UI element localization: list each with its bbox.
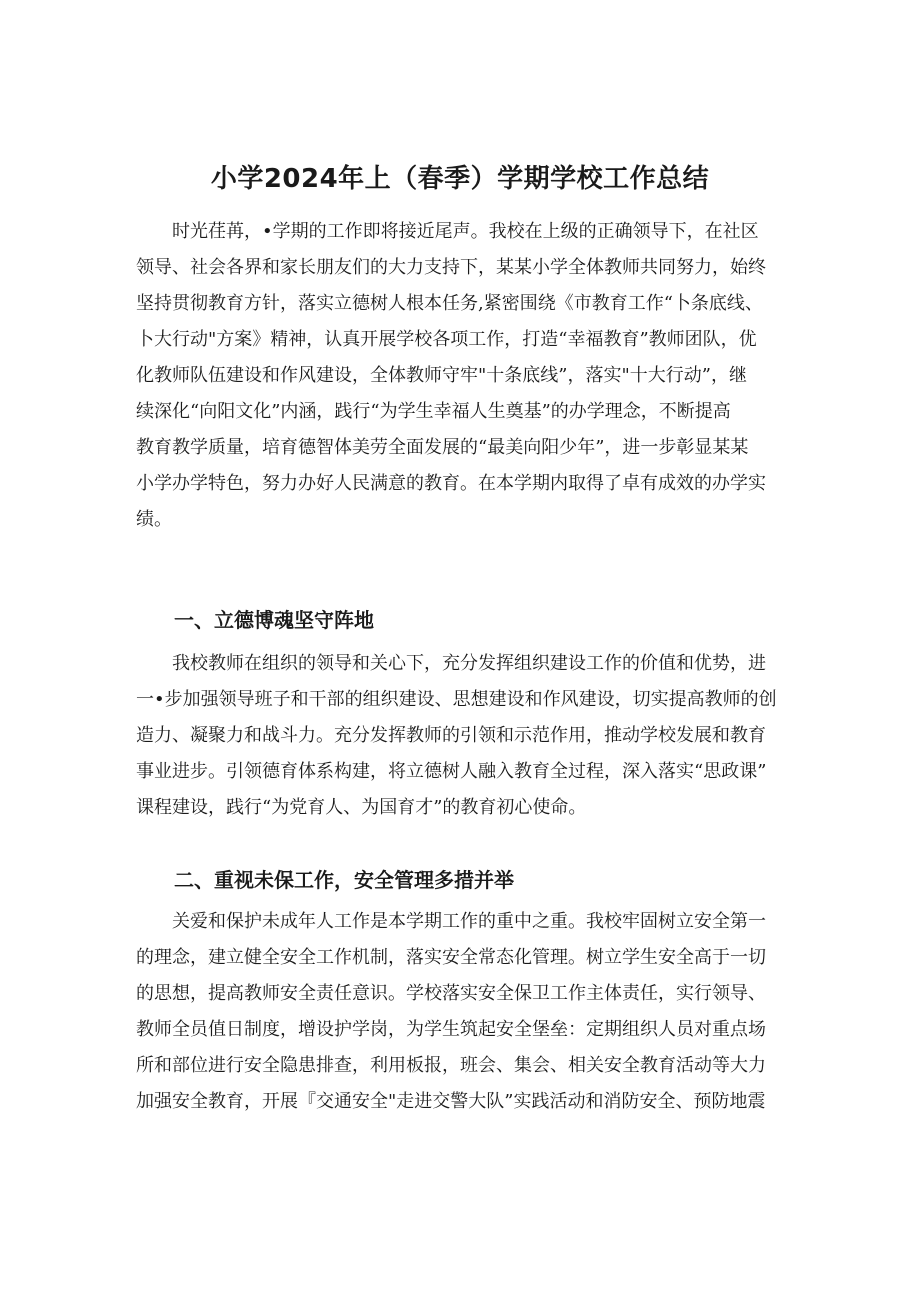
text-line: 教育教学质量，培育德智体美劳全面发展的“最美向阳少年”，进一步彰显某某 — [136, 437, 749, 458]
section-heading: 一、立德博魂坚守阵地 — [174, 608, 374, 632]
section-paragraph — [136, 646, 796, 826]
text-line: 一•步加强领导班子和干部的组织建设、思想建设和作风建设，切实提高教师的创 — [136, 689, 777, 710]
text-line: 教师全员值日制度，增设护学岗，为学生筑起安全堡垒：定期组织人员对重点场 — [136, 1019, 766, 1040]
text-line: 绩。 — [136, 509, 172, 530]
section-heading: 二、重视未保工作，安全管理多措并举 — [174, 868, 514, 892]
text-line: 化教师队伍建设和作风建设，全体教师守牢"十条底线”，落实"十大行动”，继 — [136, 365, 747, 386]
section-paragraph — [136, 904, 796, 1120]
text-line: 卜大行动"方案》精神，认真开展学校各项工作，打造“幸福教育”教师团队，优 — [136, 329, 757, 350]
text-line: 关爱和保护未成年人工作是本学期工作的重中之重。我校牢固树立安全第一 — [172, 911, 766, 932]
text-line: 时光荏苒，•学期的工作即将接近尾声。我校在上级的正确领导下，在社区 — [172, 221, 759, 242]
text-line: 小学办学特色，努力办好人民满意的教育。在本学期内取得了卓有成效的办学实 — [136, 473, 766, 494]
text-line: 加强安全教育，开展『交通安全"走进交警大队”实践活动和消防安全、预防地震 — [136, 1091, 766, 1112]
text-line: 所和部位进行安全隐患排查，利用板报，班会、集会、相关安全教育活动等大力 — [136, 1055, 766, 1076]
text-line: 续深化“向阳文化”内涵，践行“为学生幸福人生奠基”的办学理念，不断提高 — [136, 401, 731, 422]
document-title: 小学2024年上（春季）学期学校工作总结 — [210, 164, 710, 195]
text-line: 事业进步。引领德育体系构建，将立德树人融入教育全过程，深入落实“思政课” — [136, 761, 767, 782]
text-line: 造力、凝聚力和战斗力。充分发挥教师的引领和示范作用，推动学校发展和教育 — [136, 725, 766, 746]
text-line: 的思想，提高教师安全责任意识。学校落实安全保卫工作主体责任，实行领导、 — [136, 983, 766, 1004]
text-line: 领导、社会各界和家长朋友们的大力支持下，某某小学全体教师共同努力，始终 — [136, 257, 766, 278]
text-line: 课程建设，践行“为党育人、为国育才”的教育初心使命。 — [136, 797, 587, 818]
text-line: 坚持贯彻教育方针，落实立德树人根本任务,紧密围绕《市教育工作“卜条底线、 — [136, 293, 763, 314]
text-line: 的理念，建立健全安全工作机制，落实安全常态化管理。树立学生安全高于一切 — [136, 947, 766, 968]
text-line: 我校教师在组织的领导和关心下，充分发挥组织建设工作的价值和优势，进 — [172, 653, 766, 674]
intro-paragraph — [136, 214, 796, 538]
